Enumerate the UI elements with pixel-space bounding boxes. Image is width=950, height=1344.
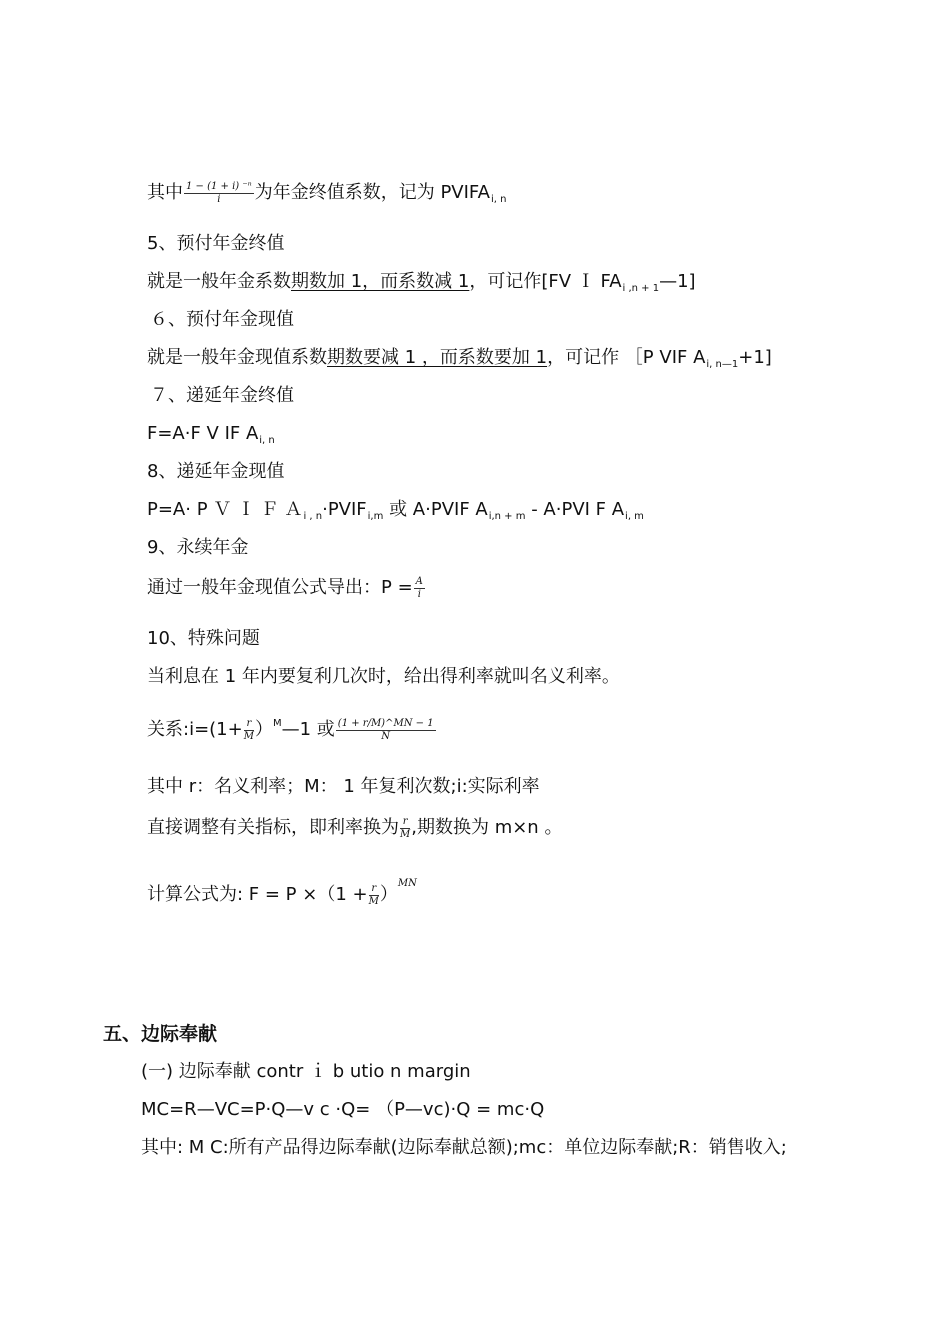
fraction-numerator: A: [415, 575, 423, 587]
text-prefix: 计算公式为: F = P ×（1 +: [147, 884, 368, 905]
contribution-margin-subheading: (一) 边际奉献 contr ｉ b utio n margin: [141, 1061, 471, 1082]
fraction-denominator: M: [400, 828, 411, 840]
annuity-due-pv-line: [147, 346, 772, 377]
text-body: 为年金终值系数，记为 PVIFA: [254, 182, 490, 203]
text-prefix: 直接调整有关指标，即利率换为: [147, 817, 399, 838]
fraction-denominator: i: [417, 588, 421, 600]
subscript: i, n: [259, 435, 275, 446]
contribution-margin-legend: 其中: M C:所有产品得边际奉献(边际奉献总额);mc：单位边际奉献;R：销售收入;: [141, 1137, 787, 1158]
text-body: ,期数换为 m×n 。: [411, 817, 563, 838]
subscript: i, m: [625, 511, 644, 522]
nominal-rate-definition: 当利息在 1 年内要复利几次时，给出得利率就叫名义利率。: [147, 666, 620, 687]
section-6-heading: ６、预付年金现值: [150, 309, 294, 330]
text-prefix: 就是一般年金现值系数: [147, 347, 327, 368]
fraction-denominator: M: [243, 730, 254, 742]
text-body: ，可记作[FV Ｉ FA: [469, 271, 622, 292]
deferred-fv-formula: [147, 422, 275, 453]
pvifa-fraction: [184, 182, 254, 205]
underlined-rule: 期数要减 1 ，而系数要加 1: [327, 347, 548, 368]
formula-text: F=A·F V IF A: [147, 423, 259, 444]
text-prefix: 关系:i=(1+: [147, 719, 243, 740]
r-over-m-fraction: [369, 884, 379, 907]
subscript: i , n: [303, 511, 323, 522]
section-10-heading: 10、特殊问题: [147, 628, 260, 649]
text-prefix: 就是一般年金系数: [147, 271, 291, 292]
r-over-m-fraction: [400, 817, 410, 840]
subscript: i, n—1: [706, 359, 739, 370]
subscript: i ,n + 1: [622, 283, 660, 294]
text-tail: +1]: [738, 347, 772, 368]
formula-part: 或 A·PVIF A: [383, 499, 488, 520]
superscript: MN: [397, 878, 417, 889]
formula-part: ·PVIF: [322, 499, 367, 520]
section-7-heading: ７、递延年金终值: [150, 385, 294, 406]
r-over-m-fraction: [244, 719, 254, 742]
subscript: i,n + m: [488, 511, 526, 522]
subscript: i, n: [490, 194, 507, 205]
deferred-pv-formula: [147, 498, 644, 529]
section-8-heading: 8、递延年金现值: [147, 461, 285, 482]
formula-part: P=A· P Ｖ Ｉ Ｆ Ａ: [147, 499, 303, 520]
fraction-denominator: M: [368, 895, 379, 907]
text-prefix: 其中: [147, 182, 183, 203]
formula-part: - A·PVI F A: [525, 499, 625, 520]
text-body: —1 或: [281, 719, 335, 740]
alt-rate-fraction: [336, 719, 436, 742]
rate-relation-formula: [147, 712, 437, 742]
perpetuity-fraction: [414, 577, 425, 600]
fraction-numerator: (1 + r/M)^MN − 1: [337, 717, 434, 729]
text-prefix: 通过一般年金现值公式导出：P =: [147, 577, 413, 598]
fraction-numerator: r: [369, 884, 379, 896]
fraction-denominator: N: [381, 730, 391, 742]
fraction-numerator: r: [400, 817, 410, 829]
underlined-rule: 期数加 1，而系数减 1: [291, 271, 470, 292]
subscript: i,m: [367, 511, 384, 522]
section-5-heading: 5、预付年金终值: [147, 233, 285, 254]
text-tail: —1]: [659, 271, 696, 292]
perpetuity-formula: [147, 576, 426, 600]
superscript: M: [272, 718, 282, 729]
pvifa-definition-line: [147, 181, 506, 212]
fraction-numerator: r: [244, 719, 254, 731]
section-9-heading: 9、永续年金: [147, 537, 249, 558]
annuity-due-fv-line: [147, 270, 696, 301]
fraction-denominator: 𝑖: [217, 193, 221, 205]
fraction-numerator: 1 − (1 + 𝑖) ⁻ⁿ: [186, 180, 252, 192]
text-body: ，可记作 ［P VIF A: [547, 347, 706, 368]
section-five-title: 五、边际奉献: [103, 1023, 218, 1045]
text-paren: ）: [379, 884, 398, 905]
text-paren: ）: [254, 719, 273, 740]
contribution-margin-formula: MC=R—VC=P·Q—v c ·Q= （P—vc)·Q = mc·Q: [141, 1099, 545, 1120]
compound-formula: [147, 872, 417, 907]
variables-legend: 其中 r：名义利率；M： 1 年复利次数;i:实际利率: [147, 776, 540, 797]
adjust-indicators-line: [147, 816, 562, 840]
